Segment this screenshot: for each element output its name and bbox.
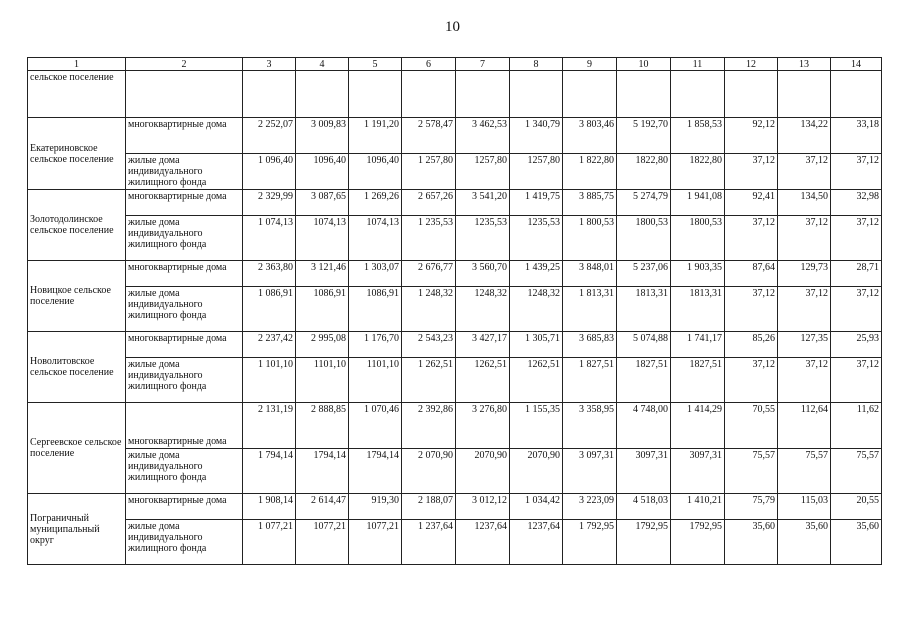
value-cell: 1813,31 [617,287,671,332]
value-cell: 1096,40 [349,154,402,190]
housing-type-cell: многоквартирные дома [126,494,243,520]
table-row [28,520,882,565]
value-cell: 3 097,31 [563,449,617,494]
table-row [28,358,882,403]
value-cell: 5 237,06 [617,261,671,287]
region-cell: сельское поселение [28,71,126,118]
value-cell: 134,50 [778,190,831,216]
value-cell: 1 903,35 [671,261,725,287]
value-cell: 1 410,21 [671,494,725,520]
value-cell: 1077,21 [349,520,402,565]
value-cell: 3 427,17 [456,332,510,358]
value-cell: 70,55 [725,403,778,449]
column-header: 3 [243,58,296,71]
value-cell: 37,12 [831,358,882,403]
column-header: 6 [402,58,456,71]
page-number: 10 [445,19,460,35]
table-row [28,287,882,332]
value-cell: 75,79 [725,494,778,520]
value-cell: 3 803,46 [563,118,617,154]
table-cell [243,71,296,118]
value-cell: 1074,13 [349,216,402,261]
value-cell: 1 155,35 [510,403,563,449]
region-cell: Сергеевское сельское поселение [28,403,126,494]
value-cell: 1822,80 [671,154,725,190]
value-cell: 1800,53 [671,216,725,261]
value-cell: 1 813,31 [563,287,617,332]
value-cell: 1 414,29 [671,403,725,449]
value-cell: 1262,51 [456,358,510,403]
value-cell: 1 419,75 [510,190,563,216]
housing-type-cell: многоквартирные дома [126,261,243,287]
table-row [28,118,882,154]
value-cell: 1 248,32 [402,287,456,332]
column-header: 10 [617,58,671,71]
value-cell: 2 543,23 [402,332,456,358]
table-row [28,216,882,261]
value-cell: 1813,31 [671,287,725,332]
value-cell: 115,03 [778,494,831,520]
value-cell: 1 305,71 [510,332,563,358]
column-header: 2 [126,58,243,71]
value-cell: 28,71 [831,261,882,287]
housing-type-cell: жилые дома индивидуального жилищного фонда [126,358,243,403]
value-cell: 4 518,03 [617,494,671,520]
value-cell: 1 269,26 [349,190,402,216]
value-cell: 134,22 [778,118,831,154]
value-cell: 1074,13 [296,216,349,261]
value-cell: 1086,91 [349,287,402,332]
table-cell [831,71,882,118]
value-cell: 1077,21 [296,520,349,565]
value-cell: 3 223,09 [563,494,617,520]
table-row [28,154,882,190]
value-cell: 2 995,08 [296,332,349,358]
value-cell: 35,60 [725,520,778,565]
value-cell: 1262,51 [510,358,563,403]
value-cell: 2 070,90 [402,449,456,494]
value-cell: 2 888,85 [296,403,349,449]
value-cell: 1 074,13 [243,216,296,261]
value-cell: 1 070,46 [349,403,402,449]
value-cell: 1 096,40 [243,154,296,190]
region-cell: Золотодолинское сельское поселение [28,190,126,261]
value-cell: 1 941,08 [671,190,725,216]
value-cell: 37,12 [778,154,831,190]
value-cell: 37,12 [725,216,778,261]
value-cell: 1248,32 [510,287,563,332]
value-cell: 2 614,47 [296,494,349,520]
value-cell: 3 358,95 [563,403,617,449]
value-cell: 919,30 [349,494,402,520]
value-cell: 2 329,99 [243,190,296,216]
value-cell: 3097,31 [671,449,725,494]
value-cell: 1257,80 [456,154,510,190]
table-cell [349,71,402,118]
value-cell: 1 741,17 [671,332,725,358]
value-cell: 3 009,83 [296,118,349,154]
value-cell: 20,55 [831,494,882,520]
value-cell: 1822,80 [617,154,671,190]
value-cell: 2 252,07 [243,118,296,154]
value-cell: 2 237,42 [243,332,296,358]
value-cell: 35,60 [831,520,882,565]
value-cell: 1 176,70 [349,332,402,358]
value-cell: 2070,90 [456,449,510,494]
value-cell: 75,57 [778,449,831,494]
value-cell: 1101,10 [296,358,349,403]
value-cell: 3 012,12 [456,494,510,520]
value-cell: 5 074,88 [617,332,671,358]
column-header: 13 [778,58,831,71]
table-row [28,449,882,494]
column-header: 12 [725,58,778,71]
table-row [28,494,882,520]
value-cell: 1257,80 [510,154,563,190]
value-cell: 37,12 [831,154,882,190]
value-cell: 37,12 [831,287,882,332]
value-cell: 3 276,80 [456,403,510,449]
housing-type-cell: жилые дома индивидуального жилищного фонда [126,216,243,261]
housing-type-cell: жилые дома индивидуального жилищного фонда [126,449,243,494]
table-cell [778,71,831,118]
column-header: 4 [296,58,349,71]
region-cell: Новолитовское сельское поселение [28,332,126,403]
value-cell: 3 541,20 [456,190,510,216]
table-row [28,71,882,118]
table-cell [296,71,349,118]
table-row [28,190,882,216]
value-cell: 1 439,25 [510,261,563,287]
table-cell [126,71,243,118]
value-cell: 1237,64 [456,520,510,565]
value-cell: 2 131,19 [243,403,296,449]
value-cell: 11,62 [831,403,882,449]
value-cell: 1101,10 [349,358,402,403]
housing-type-cell: многоквартирные дома [126,332,243,358]
value-cell: 1794,14 [349,449,402,494]
value-cell: 112,64 [778,403,831,449]
value-cell: 1096,40 [296,154,349,190]
value-cell: 1 191,20 [349,118,402,154]
column-header: 8 [510,58,563,71]
housing-type-cell: жилые дома индивидуального жилищного фонда [126,287,243,332]
value-cell: 85,26 [725,332,778,358]
value-cell: 127,35 [778,332,831,358]
value-cell: 3097,31 [617,449,671,494]
value-cell: 1 077,21 [243,520,296,565]
value-cell: 37,12 [725,358,778,403]
value-cell: 92,12 [725,118,778,154]
value-cell: 2 676,77 [402,261,456,287]
column-header: 1 [28,58,126,71]
value-cell: 75,57 [831,449,882,494]
housing-type-cell: жилые дома индивидуального жилищного фонда [126,154,243,190]
value-cell: 1 086,91 [243,287,296,332]
value-cell: 2 188,07 [402,494,456,520]
value-cell: 129,73 [778,261,831,287]
table-cell [617,71,671,118]
value-cell: 1 303,07 [349,261,402,287]
value-cell: 25,93 [831,332,882,358]
value-cell: 1 237,64 [402,520,456,565]
header-row [28,58,882,71]
value-cell: 1237,64 [510,520,563,565]
value-cell: 1 101,10 [243,358,296,403]
value-cell: 1827,51 [671,358,725,403]
value-cell: 4 748,00 [617,403,671,449]
value-cell: 1 858,53 [671,118,725,154]
column-header: 9 [563,58,617,71]
value-cell: 1235,53 [456,216,510,261]
value-cell: 1827,51 [617,358,671,403]
value-cell: 1 800,53 [563,216,617,261]
column-header: 14 [831,58,882,71]
value-cell: 32,98 [831,190,882,216]
value-cell: 2 363,80 [243,261,296,287]
value-cell: 3 087,65 [296,190,349,216]
housing-type-cell: многоквартирные дома [126,118,243,154]
table-row [28,403,882,449]
value-cell: 3 121,46 [296,261,349,287]
column-header: 11 [671,58,725,71]
value-cell: 87,64 [725,261,778,287]
value-cell: 1792,95 [617,520,671,565]
housing-type-cell: многоквартирные дома [126,190,243,216]
value-cell: 1086,91 [296,287,349,332]
value-cell: 37,12 [725,154,778,190]
value-cell: 5 192,70 [617,118,671,154]
value-cell: 1 034,42 [510,494,563,520]
value-cell: 1794,14 [296,449,349,494]
table-body [28,71,882,565]
value-cell: 35,60 [778,520,831,565]
table-cell [510,71,563,118]
housing-type-cell: многоквартирные дома [126,403,243,449]
value-cell: 1 908,14 [243,494,296,520]
value-cell: 33,18 [831,118,882,154]
value-cell: 1 340,79 [510,118,563,154]
table-cell [563,71,617,118]
value-cell: 1235,53 [510,216,563,261]
value-cell: 37,12 [778,287,831,332]
value-cell: 3 885,75 [563,190,617,216]
value-cell: 1 257,80 [402,154,456,190]
value-cell: 1 827,51 [563,358,617,403]
value-cell: 5 274,79 [617,190,671,216]
value-cell: 1 262,51 [402,358,456,403]
value-cell: 37,12 [725,287,778,332]
value-cell: 2 392,86 [402,403,456,449]
table-row [28,261,882,287]
table-cell [456,71,510,118]
table-row [28,332,882,358]
region-cell: Екатериновское сельское поселение [28,118,126,190]
value-cell: 2 578,47 [402,118,456,154]
housing-type-cell: жилые дома индивидуального жилищного фонда [126,520,243,565]
region-cell: Пограничный муниципальный округ [28,494,126,565]
value-cell: 1 794,14 [243,449,296,494]
region-cell: Новицкое сельское поселение [28,261,126,332]
table-cell [402,71,456,118]
value-cell: 37,12 [831,216,882,261]
value-cell: 1 792,95 [563,520,617,565]
value-cell: 1 822,80 [563,154,617,190]
column-header: 5 [349,58,402,71]
value-cell: 3 685,83 [563,332,617,358]
value-cell: 3 462,53 [456,118,510,154]
tariff-table [27,57,882,565]
column-header: 7 [456,58,510,71]
table-cell [671,71,725,118]
value-cell: 1792,95 [671,520,725,565]
value-cell: 1 235,53 [402,216,456,261]
value-cell: 37,12 [778,216,831,261]
value-cell: 2 657,26 [402,190,456,216]
value-cell: 75,57 [725,449,778,494]
value-cell: 1248,32 [456,287,510,332]
value-cell: 3 848,01 [563,261,617,287]
value-cell: 3 560,70 [456,261,510,287]
table-cell [725,71,778,118]
value-cell: 37,12 [778,358,831,403]
value-cell: 92,41 [725,190,778,216]
value-cell: 2070,90 [510,449,563,494]
value-cell: 1800,53 [617,216,671,261]
